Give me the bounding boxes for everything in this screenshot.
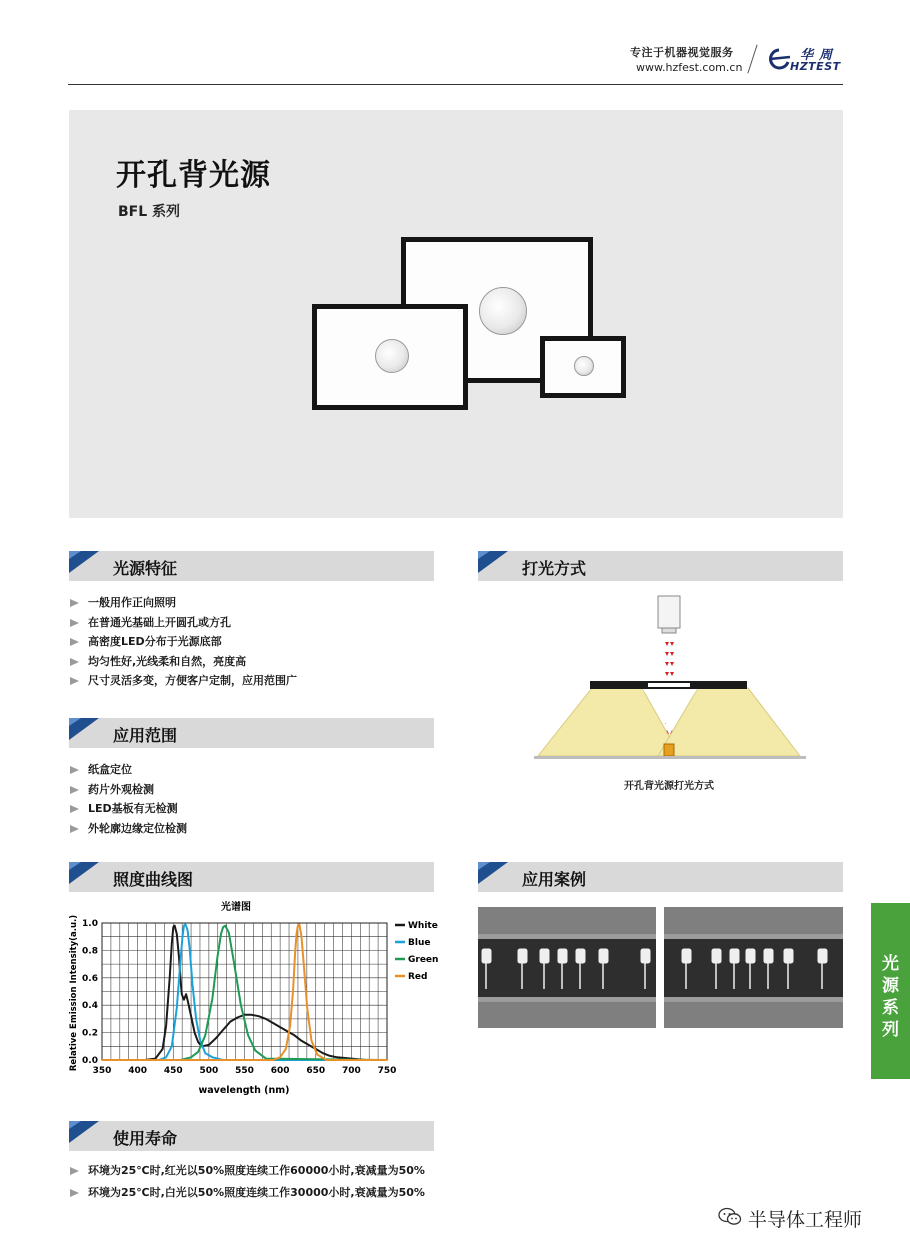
list-item: 纸盒定位 bbox=[68, 760, 187, 780]
section-header-lifetime bbox=[69, 1121, 434, 1151]
section-header-curve bbox=[69, 862, 434, 892]
camera-lens bbox=[662, 628, 676, 633]
backlight-small bbox=[540, 336, 626, 398]
list-item: 环境为25℃时,红光以50%照度连续工作60000小时,衰减量为50% bbox=[68, 1160, 425, 1182]
legend-label-red: Red bbox=[408, 972, 428, 982]
y-tick-label: 0.2 bbox=[82, 1028, 98, 1039]
section-marker-accent-icon bbox=[478, 862, 490, 870]
bullet-arrow-icon bbox=[70, 619, 79, 627]
section-marker-accent-icon bbox=[69, 718, 81, 726]
legend-label-blue: Blue bbox=[408, 938, 431, 948]
bullet-arrow-icon bbox=[70, 825, 79, 833]
y-tick-label: 0.6 bbox=[82, 973, 98, 984]
list-item: 一般用作正向照明 bbox=[68, 593, 297, 613]
side-category-tab[interactable] bbox=[871, 903, 910, 1079]
section-header-lighting bbox=[478, 551, 843, 581]
spectrum-chart-svg bbox=[66, 898, 446, 1098]
bullet-arrow-icon bbox=[70, 599, 79, 607]
header-url[interactable]: www.hzfest.com.cn bbox=[636, 61, 743, 74]
logo-en-text: HZTEST bbox=[790, 60, 841, 73]
page-title: 开孔背光源 bbox=[116, 158, 271, 193]
applications-list bbox=[68, 760, 187, 838]
lighting-diagram bbox=[530, 592, 810, 767]
list-item: 尺寸灵活多变，方便客户定制，应用范围广 bbox=[68, 671, 297, 691]
chart-grid bbox=[102, 923, 387, 1060]
section-title: 应用案例 bbox=[522, 870, 587, 889]
watermark-text: 半导体工程师 bbox=[748, 1209, 863, 1231]
bullet-arrow-icon bbox=[70, 786, 79, 794]
header-tagline: 专注于机器视觉服务 bbox=[630, 46, 734, 59]
case-photo-1 bbox=[478, 907, 656, 1028]
case-image-2 bbox=[664, 907, 843, 1028]
case-photo-2 bbox=[664, 907, 843, 1028]
section-marker-accent-icon bbox=[69, 862, 81, 870]
section-header-applications bbox=[69, 718, 434, 748]
section-title: 使用寿命 bbox=[113, 1129, 178, 1148]
base-line bbox=[534, 756, 806, 759]
side-tab-char: 源 bbox=[882, 976, 899, 996]
bullet-arrow-icon bbox=[70, 766, 79, 774]
x-tick-label: 750 bbox=[377, 1066, 397, 1076]
x-tick-label: 650 bbox=[306, 1066, 326, 1076]
header-divider bbox=[747, 45, 757, 74]
section-header-cases bbox=[478, 862, 843, 892]
legend-label-green: Green bbox=[408, 955, 439, 965]
section-title: 光源特征 bbox=[113, 559, 178, 578]
backlight-opening bbox=[648, 683, 690, 687]
spectrum-chart bbox=[66, 898, 446, 1102]
x-tick-label: 600 bbox=[270, 1066, 290, 1076]
list-item: 高密度LED分布于光源底部 bbox=[68, 632, 297, 652]
series-label: BFL 系列 bbox=[118, 204, 181, 220]
logo-cn-text: 华周 bbox=[800, 48, 839, 63]
legend-label-white: White bbox=[408, 921, 438, 931]
backlight-hole bbox=[479, 287, 527, 335]
x-tick-label: 700 bbox=[341, 1066, 361, 1076]
list-item: 在普通光基础上开圆孔或方孔 bbox=[68, 613, 297, 633]
header-rule bbox=[68, 84, 843, 85]
list-item: LED基板有无检测 bbox=[68, 799, 187, 819]
x-tick-label: 450 bbox=[163, 1066, 183, 1076]
backlight-hole bbox=[375, 339, 409, 373]
x-tick-label: 400 bbox=[128, 1066, 148, 1076]
camera-body bbox=[658, 596, 680, 628]
x-tick-label: 550 bbox=[235, 1066, 254, 1076]
backlight-medium bbox=[312, 304, 468, 410]
bullet-arrow-icon bbox=[70, 1167, 79, 1175]
x-tick-label: 500 bbox=[199, 1066, 219, 1076]
wechat-icon bbox=[718, 1207, 742, 1227]
section-marker-accent-icon bbox=[69, 551, 81, 559]
side-tab-char: 光 bbox=[882, 954, 899, 974]
list-item: 药片外观检测 bbox=[68, 780, 187, 800]
bullet-arrow-icon bbox=[70, 677, 79, 685]
backlight-hole bbox=[574, 356, 594, 376]
company-logo-icon bbox=[766, 48, 792, 70]
y-tick-label: 0.4 bbox=[82, 1001, 98, 1012]
chart-x-label: wavelength (nm) bbox=[198, 1085, 290, 1096]
chart-title: 光谱图 bbox=[221, 902, 251, 913]
y-tick-label: 1.0 bbox=[82, 919, 98, 929]
section-marker-accent-icon bbox=[478, 551, 490, 559]
section-title: 应用范围 bbox=[113, 726, 178, 745]
bullet-arrow-icon bbox=[70, 658, 79, 666]
features-list bbox=[68, 593, 297, 691]
section-marker-accent-icon bbox=[69, 1121, 81, 1129]
inspected-part bbox=[664, 744, 674, 756]
y-tick-label: 0.8 bbox=[82, 946, 98, 957]
section-title: 打光方式 bbox=[522, 559, 587, 578]
list-item: 环境为25℃时,白光以50%照度连续工作30000小时,衰减量为50% bbox=[68, 1182, 425, 1204]
chart-y-label: Relative Emission Intensity(a.u.) bbox=[69, 914, 79, 1072]
lifetime-list bbox=[68, 1160, 425, 1204]
diagram-caption: 开孔背光源打光方式 bbox=[624, 781, 714, 792]
side-tab-char: 系 bbox=[882, 998, 899, 1018]
section-header-features bbox=[69, 551, 434, 581]
bullet-arrow-icon bbox=[70, 805, 79, 813]
bullet-arrow-icon bbox=[70, 1189, 79, 1197]
section-title: 照度曲线图 bbox=[113, 870, 194, 889]
bullet-arrow-icon bbox=[70, 638, 79, 646]
chart-legend bbox=[395, 921, 438, 982]
y-tick-label: 0.0 bbox=[82, 1056, 98, 1066]
x-tick-label: 350 bbox=[92, 1066, 112, 1076]
case-image-1 bbox=[478, 907, 656, 1028]
list-item: 均匀性好,光线柔和自然，亮度高 bbox=[68, 652, 297, 672]
list-item: 外轮廓边缘定位检测 bbox=[68, 819, 187, 839]
side-tab-char: 列 bbox=[882, 1020, 899, 1040]
